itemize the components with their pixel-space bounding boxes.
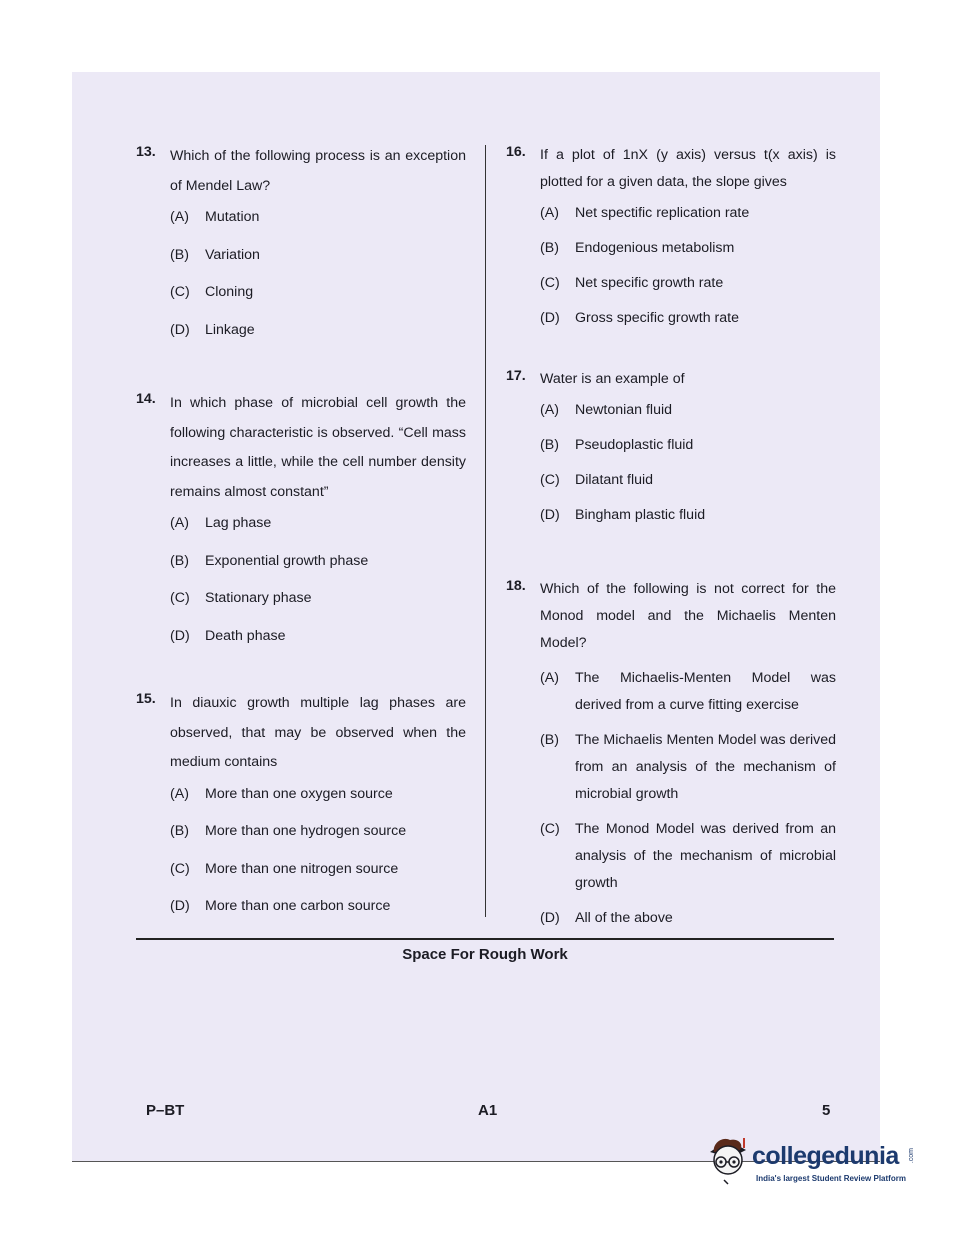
question-number: 18.	[506, 578, 526, 594]
option-a	[170, 786, 466, 824]
options	[540, 205, 836, 345]
question-text: In diauxic growth multiple lag phases are observed, that may be observed when the medium contains	[170, 695, 466, 770]
option-label: (C)	[540, 275, 560, 291]
option-text: Cloning	[205, 284, 254, 300]
option-label: (B)	[170, 823, 189, 839]
options	[170, 515, 466, 665]
option-text: All of the above	[575, 910, 673, 926]
option-label: (C)	[540, 821, 560, 837]
footer-page-number: 5	[822, 1102, 831, 1119]
question-text: Which of the following is not correct for the Monod model and the Michaelis Menten Model?	[540, 581, 836, 651]
question-text: Water is an example of	[540, 371, 685, 387]
logo-tagline: India's largest Student Review Platform	[756, 1174, 906, 1183]
option-text: Net specific growth rate	[575, 275, 724, 291]
option-text: Lag phase	[205, 515, 272, 531]
mascot-icon	[700, 1130, 752, 1192]
option-text: Newtonian fluid	[575, 402, 673, 418]
question-17	[506, 366, 836, 566]
option-text: The Michaelis Menten Model was derived from an analysis of the mechanism of microbial growth	[575, 732, 837, 802]
option-text: Stationary phase	[205, 590, 312, 606]
option-label: (D)	[170, 627, 190, 644]
option-d	[540, 310, 836, 345]
option-label: (C)	[170, 590, 190, 606]
rough-work-label: Space For Rough Work	[402, 946, 568, 963]
option-text: Pseudoplastic fluid	[575, 437, 694, 453]
option-text: Variation	[205, 246, 260, 263]
option-c	[540, 275, 836, 310]
question-number: 15.	[136, 691, 156, 707]
option-text: Gross specific growth rate	[575, 310, 740, 326]
rough-work-rule	[136, 938, 834, 940]
option-b	[170, 247, 466, 285]
option-text: Linkage	[205, 321, 255, 338]
option-a	[170, 515, 466, 553]
options	[170, 786, 466, 936]
option-label: (B)	[540, 732, 559, 748]
question-16	[506, 142, 836, 342]
option-text: Bingham plastic fluid	[575, 507, 706, 523]
option-text: More than one hydrogen source	[205, 823, 407, 839]
option-text: More than one nitrogen source	[205, 860, 399, 877]
collegedunia-logo	[700, 1130, 930, 1200]
option-label: (D)	[540, 910, 560, 926]
option-b	[540, 240, 836, 275]
option-d	[170, 898, 466, 936]
option-label: (D)	[540, 507, 560, 523]
option-label: (B)	[170, 552, 189, 569]
footer-set: A1	[478, 1102, 498, 1119]
option-label: (B)	[170, 246, 189, 263]
option-label: (B)	[540, 240, 559, 256]
logo-suffix: .com	[908, 1148, 915, 1164]
option-d	[540, 507, 836, 542]
option-a	[540, 402, 836, 437]
option-text: Mutation	[205, 209, 260, 225]
question-number: 17.	[506, 368, 526, 384]
option-b	[170, 823, 466, 861]
option-c	[540, 472, 836, 507]
option-a	[540, 665, 836, 719]
option-d	[540, 905, 836, 932]
question-number: 16.	[506, 144, 526, 160]
option-c	[170, 861, 466, 899]
question-13	[136, 142, 466, 352]
option-text: Dilatant fluid	[575, 472, 654, 488]
options	[540, 665, 836, 932]
option-label: (B)	[540, 437, 559, 453]
footer-paper-code: P–BT	[146, 1102, 185, 1119]
option-text: Death phase	[205, 627, 286, 644]
option-c	[170, 284, 466, 322]
option-label: (C)	[170, 860, 190, 877]
option-label: (A)	[540, 670, 559, 686]
option-label: (A)	[170, 785, 189, 802]
options	[540, 402, 836, 542]
option-d	[170, 322, 466, 360]
question-text: Which of the following process is an exception of Mendel Law?	[170, 148, 466, 194]
option-c	[540, 816, 836, 897]
option-a	[540, 205, 836, 240]
option-text: Endogenious metabolism	[575, 240, 735, 256]
option-text: More than one oxygen source	[205, 785, 393, 802]
option-b	[540, 437, 836, 472]
question-text: In which phase of microbial cell growth the following characteristic is observed. “Cell mass increases a little, while the cell number density remains almost constant”	[170, 395, 466, 500]
option-d	[170, 628, 466, 666]
logo-wordmark: collegedunia	[752, 1142, 899, 1170]
option-label: (A)	[170, 209, 189, 225]
option-b	[540, 727, 836, 808]
question-text: If a plot of 1nX (y axis) versus t(x axis) is plotted for a given data, the slope gives	[540, 147, 836, 190]
option-label: (A)	[170, 515, 189, 531]
option-label: (A)	[540, 402, 559, 418]
option-label: (D)	[170, 321, 190, 338]
option-text: The Monod Model was derived from an analysis of the mechanism of microbial growth	[575, 821, 836, 891]
option-label: (D)	[170, 898, 190, 914]
right-column	[506, 142, 836, 932]
option-text: Exponential growth phase	[205, 552, 369, 569]
question-14	[136, 389, 466, 659]
column-divider	[485, 145, 486, 917]
option-label: (A)	[540, 205, 559, 221]
option-label: (C)	[540, 472, 560, 488]
option-text: Net spectific replication rate	[575, 205, 750, 221]
question-number: 13.	[136, 144, 156, 160]
option-label: (C)	[170, 284, 190, 300]
option-a	[170, 209, 466, 247]
option-text: The Michaelis-Menten Model was derived from a curve fitting exercise	[575, 670, 836, 713]
left-column	[136, 142, 466, 936]
question-15	[136, 689, 466, 936]
options	[170, 209, 466, 359]
question-18	[506, 576, 836, 932]
option-label: (D)	[540, 310, 560, 326]
option-c	[170, 590, 466, 628]
question-number: 14.	[136, 391, 156, 407]
option-b	[170, 553, 466, 591]
option-text: More than one carbon source	[205, 898, 391, 914]
